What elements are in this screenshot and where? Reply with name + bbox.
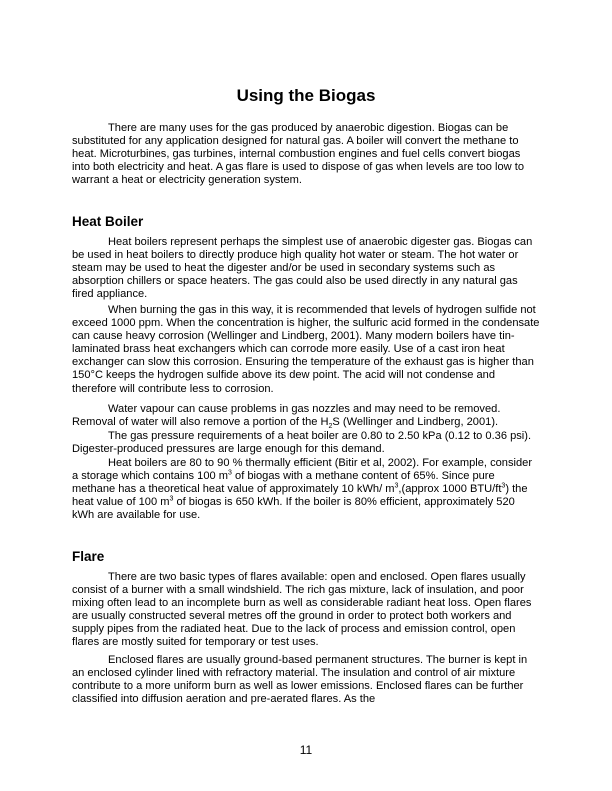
intro-paragraph: There are many uses for the gas produced by anaerobic digestion. Biogas can be substituted for any application designed for natural gas. A boiler will convert the methane to heat. Microturbines, gas turbines, internal combustion engines and fuel cells convert biogas into both electricity and heat. A gas flare is used to dispose of gas when levels are too low to warrant a heat or electricity generation system.	[72, 122, 525, 187]
text-run: Heat boilers are 80 to 90 % thermally efficient (Bitir et al, 2002). For example, consider a storage which contains 100 m	[72, 457, 533, 483]
subscript: 2	[328, 423, 333, 431]
superscript: 3	[501, 482, 506, 490]
text-run: ) the heat value of 100 m	[72, 483, 528, 509]
text-run: of biogas is 650 kWh. If the boiler is 80% efficient, approximately 520 kWh are available for use.	[72, 496, 515, 522]
superscript: 3	[394, 482, 399, 490]
heat-boiler-paragraph-4: The gas pressure requirements of a heat boiler are 0.80 to 2.50 kPa (0.12 to 0.36 psi). Digester-produced pressures are large enough for this demand.	[72, 430, 532, 456]
text-run: of biogas with a methane content of 65%. Since pure methane has a theoretical heat value of approximately 10 kWh/ m	[72, 470, 495, 496]
text-run: ,(approx 1000 BTU/ft	[398, 483, 502, 496]
flare-paragraph-1: There are two basic types of flares available: open and enclosed. Open flares usually consist of a burner with a small windshield. The rich gas mixture, lack of insulation, and poor mixing often lead to an incomplete burn as well as considerable radiant heat loss. Open flares are usually constructed several metres off the ground in order to protect both workers and supply pipes from the radiated heat. Due to the lack of process and emission control, open flares are mostly suited for temporary or test uses.	[72, 571, 532, 649]
flare-heading: Flare	[72, 549, 105, 564]
heat-boiler-paragraph-1: Heat boilers represent perhaps the simplest use of anaerobic digester gas. Biogas can be used in heat boilers to directly produce high quality hot water or steam. The hot water or steam may be used to heat the digester and/or be used in secondary systems such as absorption chillers or space heaters. The gas could also be used directly in any natural gas fired appliance.	[72, 236, 533, 301]
page-number: 11	[299, 743, 313, 757]
heat-boiler-paragraph-3	[72, 403, 540, 429]
heat-boiler-heading: Heat Boiler	[72, 214, 144, 229]
page-title: Using the Biogas	[236, 86, 376, 105]
text-run: Water vapour can cause problems in gas nozzles and may need to be removed. Removal of water will also remove a portion of the H	[72, 403, 501, 429]
text-run: S (Wellinger and Lindberg, 2001).	[332, 416, 499, 429]
heat-boiler-paragraph-2: When burning the gas in this way, it is recommended that levels of hydrogen sulfide not exceed 1000 ppm. When the concentration is higher, the sulfuric acid formed in the condensate can cause heavy corrosion (Wellinger and Lindberg, 2001). Many modern boilers have tin-laminated brass heat exchangers which can corrode more easily. Use of a cast iron heat exchanger can slow this corrosion. Ensuring the temperature of the exhaust gas is higher than 150°C keeps the hydrogen sulfide above its dew point. The acid will not condense and therefore will contribute less to corrosion.	[72, 304, 540, 395]
superscript: 3	[228, 469, 232, 477]
flare-paragraph-2: Enclosed flares are usually ground-based permanent structures. The burner is kept in an enclosed cylinder lined with refractory material. The insulation and control of air mixture contribute to a more uniform burn as well as lower emissions. Enclosed flares can be further classified into diffusion aeration and pre-aerated flares. As the	[72, 654, 528, 706]
heat-boiler-paragraph-5	[72, 457, 540, 522]
superscript: 3	[169, 495, 174, 503]
